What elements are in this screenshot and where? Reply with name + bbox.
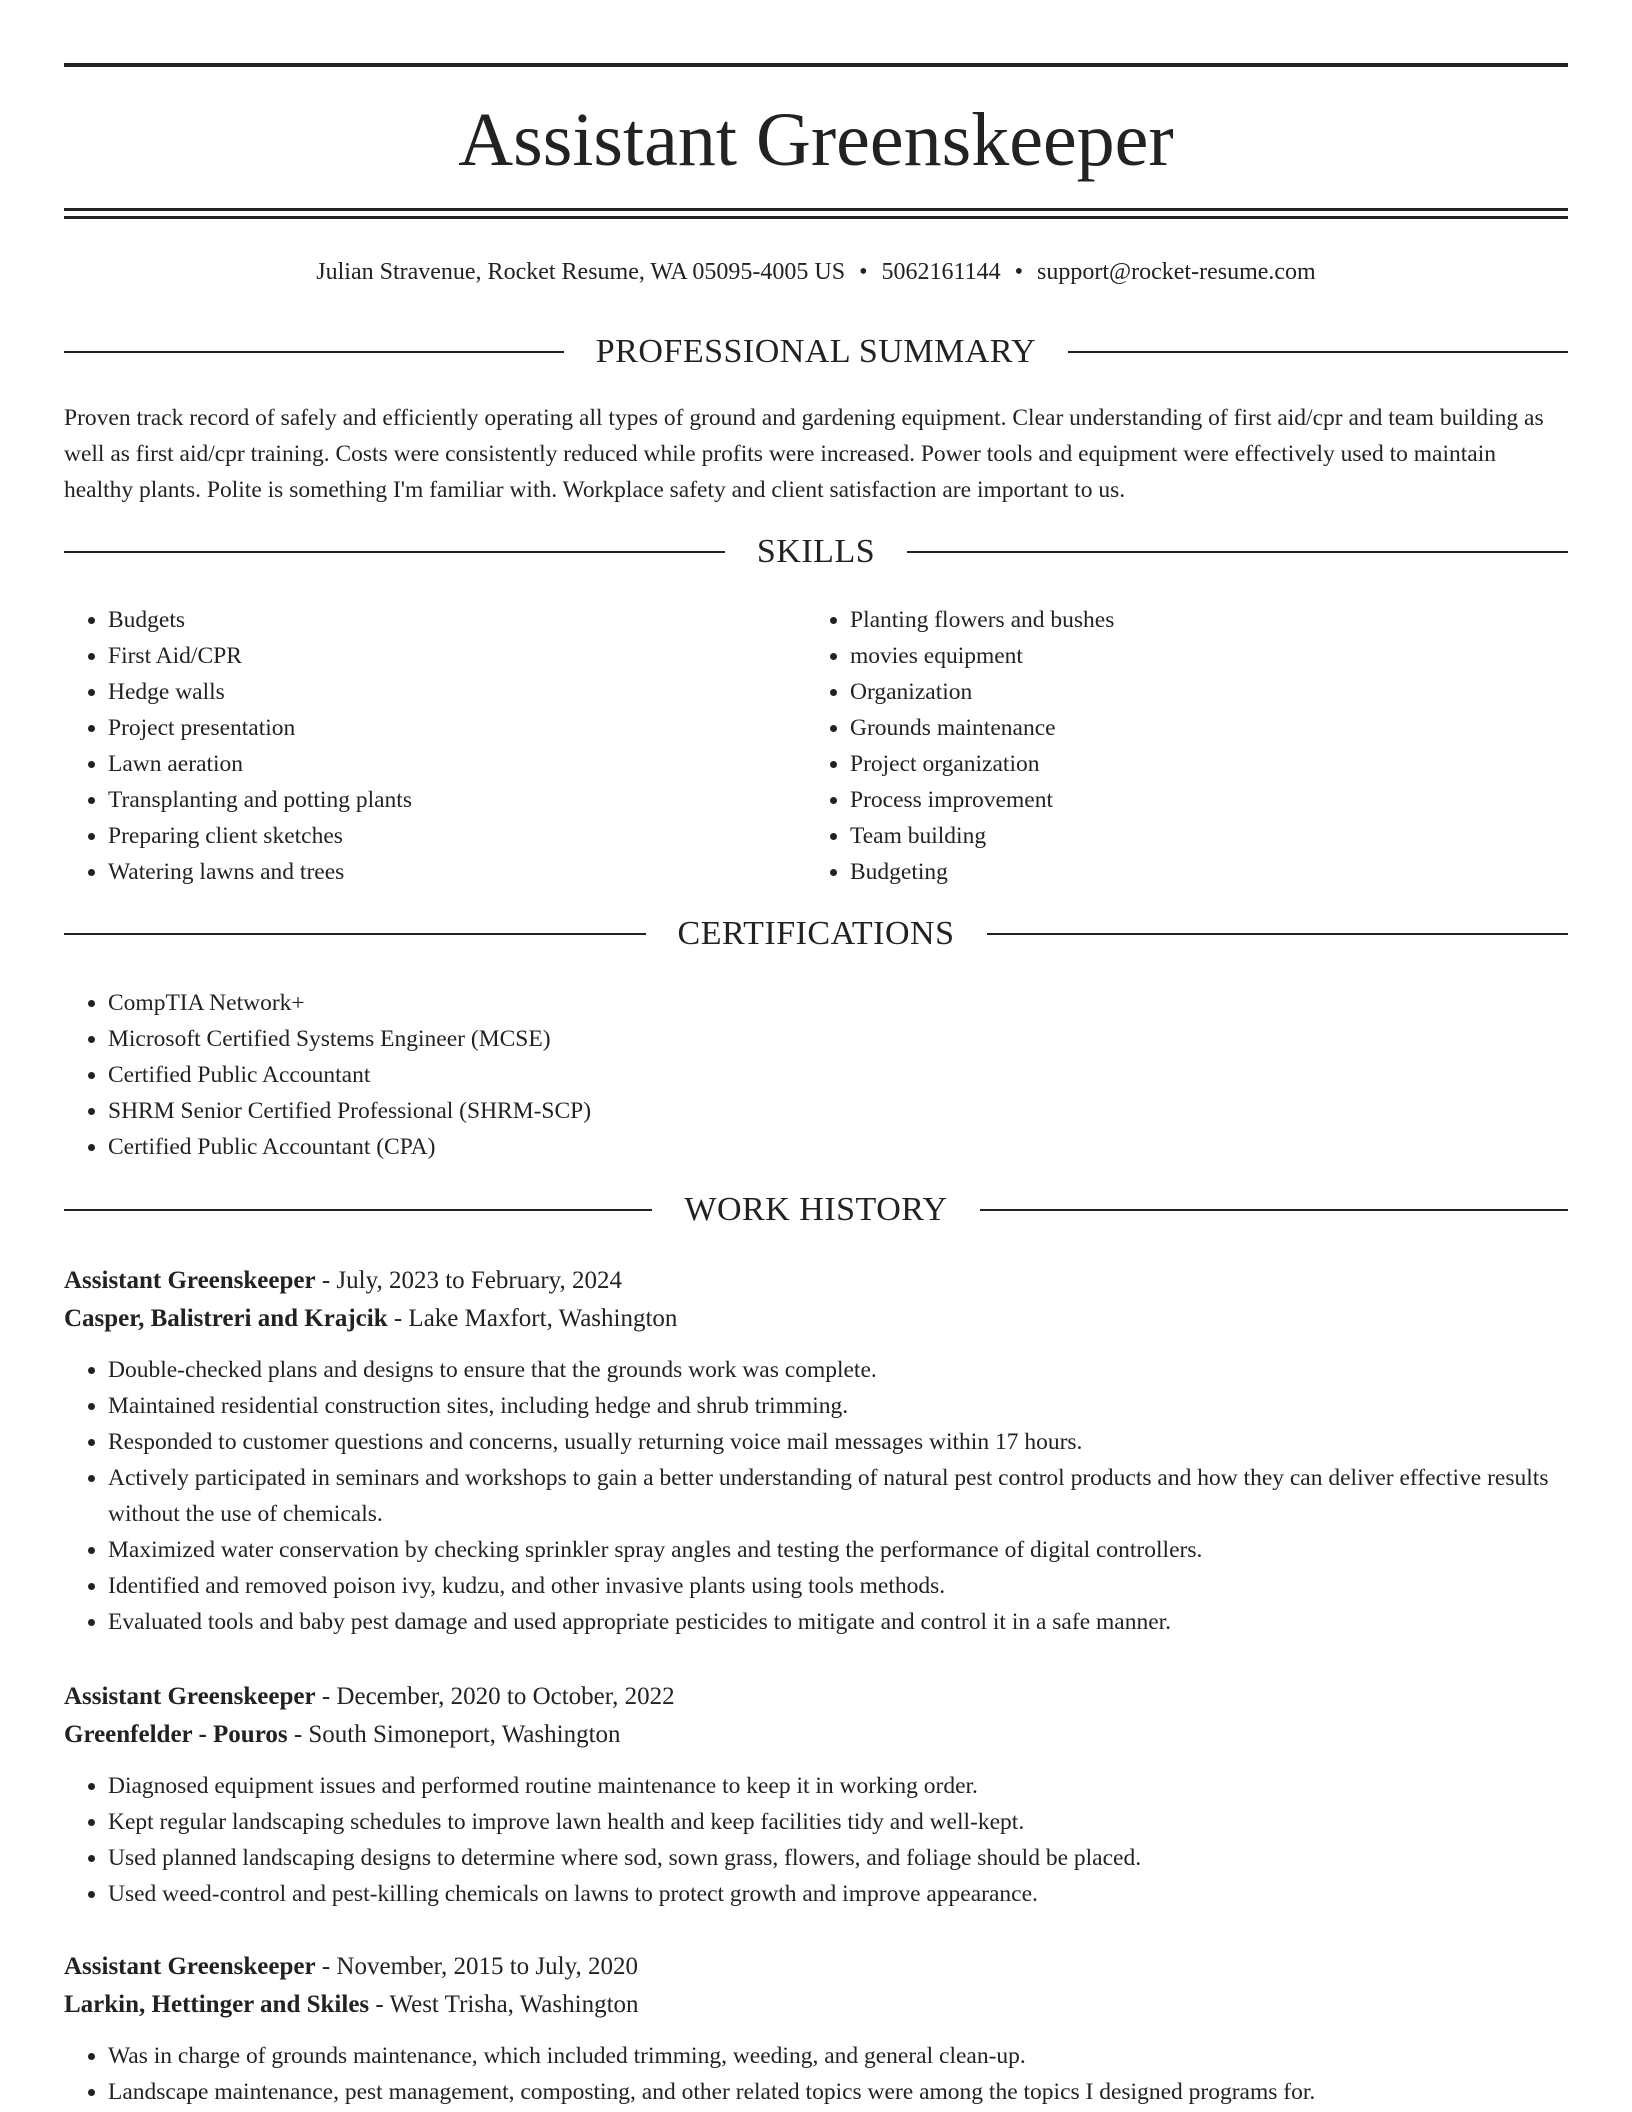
job-location: - West Trisha, Washington — [369, 1991, 639, 2018]
contact-phone: 5062161144 — [881, 259, 1001, 285]
job-bullet: • Responded to customer questions and concerns, usually returning voice mail messages within 17 hours. — [108, 1424, 1568, 1460]
skill-item: • Process improvement — [850, 782, 1506, 818]
skill-item: • Grounds maintenance — [850, 710, 1506, 746]
job-bullet: • Evaluated tools and baby pest damage and used appropriate pesticides to mitigate and control it in a safe manner. — [108, 1604, 1568, 1640]
job-entry — [64, 1948, 1568, 2110]
certifications-block — [64, 985, 1568, 1165]
skill-item: • Transplanting and potting plants — [108, 782, 764, 818]
skills-section-header — [64, 532, 1568, 572]
contact-separator: • — [1014, 259, 1024, 285]
job-company: Casper, Balistreri and Krajcik — [64, 1305, 388, 1332]
job-title: Assistant Greenskeeper — [64, 1953, 316, 1980]
title-rule-upper — [64, 208, 1568, 211]
certification-item: • Certified Public Accountant (CPA) — [108, 1129, 1568, 1165]
skill-item: • Preparing client sketches — [108, 818, 764, 854]
section-rule — [980, 1209, 1568, 1211]
skill-item: • Budgeting — [850, 854, 1506, 890]
job-title-line — [64, 1262, 1568, 1300]
summary-text: Proven track record of safely and efficiently operating all types of ground and gardening equipment. Clear understanding of first aid/cpr and team building as well as first aid/cpr training. Costs were consistently reduced while profits were increased. Power tools and equipment were effectively used to maintain healthy plants. Polite is something I'm familiar with. Workplace safety and client satisfaction are important to us. — [64, 405, 1544, 503]
skill-item: • Budgets — [108, 602, 764, 638]
skill-item: • Watering lawns and trees — [108, 854, 764, 890]
section-rule — [64, 1209, 652, 1211]
job-bullets — [64, 2038, 1568, 2110]
skill-item: • Team building — [850, 818, 1506, 854]
contact-line — [64, 256, 1568, 288]
job-title-line — [64, 1678, 1568, 1716]
resume-title: Assistant Greenskeeper — [458, 98, 1174, 182]
job-company: Larkin, Hettinger and Skiles — [64, 1991, 370, 2018]
job-company-line — [64, 1300, 1568, 1338]
certification-item: • SHRM Senior Certified Professional (SHRM-SCP) — [108, 1093, 1568, 1129]
job-bullet: • Maintained residential construction sites, including hedge and shrub trimming. — [108, 1388, 1568, 1424]
job-bullet: • Landscape maintenance, pest management, composting, and other related topics were among the topics I designed programs for. — [108, 2074, 1568, 2110]
skill-item: • Hedge walls — [108, 674, 764, 710]
job-dates: - December, 2020 to October, 2022 — [315, 1683, 675, 1710]
job-bullets — [64, 1352, 1568, 1640]
work-heading: WORK HISTORY — [684, 1191, 948, 1228]
skills-left-list — [64, 602, 764, 890]
skill-item: • First Aid/CPR — [108, 638, 764, 674]
skill-item: • Planting flowers and bushes — [850, 602, 1506, 638]
job-bullet: • Diagnosed equipment issues and performed routine maintenance to keep it in working order. — [108, 1768, 1568, 1804]
contact-address: Julian Stravenue, Rocket Resume, WA 05095-4005 US — [316, 259, 846, 285]
title-rule-lower — [64, 216, 1568, 219]
certifications-heading: CERTIFICATIONS — [677, 915, 955, 952]
contact-separator: • — [859, 259, 868, 285]
certification-item: • CompTIA Network+ — [108, 985, 1568, 1021]
section-rule — [1068, 351, 1568, 353]
job-entry — [64, 1678, 1568, 1912]
job-bullet: • Was in charge of grounds maintenance, which included trimming, weeding, and general clean-up. — [108, 2038, 1568, 2074]
skills-heading: SKILLS — [756, 533, 876, 570]
job-entry — [64, 1262, 1568, 1640]
summary-heading: PROFESSIONAL SUMMARY — [595, 333, 1037, 370]
skill-item: • Project presentation — [108, 710, 764, 746]
skills-right-list — [806, 602, 1506, 890]
job-dates: - July, 2023 to February, 2024 — [315, 1267, 623, 1294]
certifications-section-header — [64, 914, 1568, 954]
job-location: - Lake Maxfort, Washington — [387, 1305, 678, 1332]
work-section-header — [64, 1190, 1568, 1230]
job-company: Greenfelder - Pouros — [64, 1721, 288, 1748]
job-location: - South Simoneport, Washington — [287, 1721, 621, 1748]
section-rule — [64, 933, 646, 935]
skill-item: • Project organization — [850, 746, 1506, 782]
section-rule — [64, 351, 564, 353]
job-bullet: • Identified and removed poison ivy, kudzu, and other invasive plants using tools methods. — [108, 1568, 1568, 1604]
job-bullet: • Kept regular landscaping schedules to improve lawn health and keep facilities tidy and well-kept. — [108, 1804, 1568, 1840]
top-rule — [64, 63, 1568, 67]
job-bullet: • Actively participated in seminars and workshops to gain a better understanding of natural pest control products and how they can deliver effective results without the use of chemicals. — [108, 1460, 1568, 1532]
job-bullet: • Used planned landscaping designs to determine where sod, sown grass, flowers, and foliage should be placed. — [108, 1840, 1568, 1876]
job-title-line — [64, 1948, 1568, 1986]
job-title: Assistant Greenskeeper — [64, 1683, 316, 1710]
summary-section-header — [64, 332, 1568, 372]
job-bullet: • Maximized water conservation by checking sprinkler spray angles and testing the performance of digital controllers. — [108, 1532, 1568, 1568]
job-dates: - November, 2015 to July, 2020 — [315, 1953, 638, 1980]
certification-item: • Certified Public Accountant — [108, 1057, 1568, 1093]
contact-email: support@rocket-resume.com — [1037, 259, 1316, 285]
skill-item: • movies equipment — [850, 638, 1506, 674]
job-company-line — [64, 1716, 1568, 1754]
skills-right-column — [806, 602, 1506, 890]
certification-item: • Microsoft Certified Systems Engineer (MCSE) — [108, 1021, 1568, 1057]
section-rule — [64, 551, 725, 553]
section-rule — [907, 551, 1568, 553]
skills-left-column — [64, 602, 764, 890]
job-bullets — [64, 1768, 1568, 1912]
job-bullet: • Used weed-control and pest-killing chemicals on lawns to protect growth and improve appearance. — [108, 1876, 1568, 1912]
certifications-list — [64, 985, 1568, 1165]
job-bullet: • Double-checked plans and designs to ensure that the grounds work was complete. — [108, 1352, 1568, 1388]
skill-item: • Lawn aeration — [108, 746, 764, 782]
section-rule — [987, 933, 1569, 935]
job-title: Assistant Greenskeeper — [64, 1267, 316, 1294]
skill-item: • Organization — [850, 674, 1506, 710]
job-company-line — [64, 1986, 1568, 2024]
